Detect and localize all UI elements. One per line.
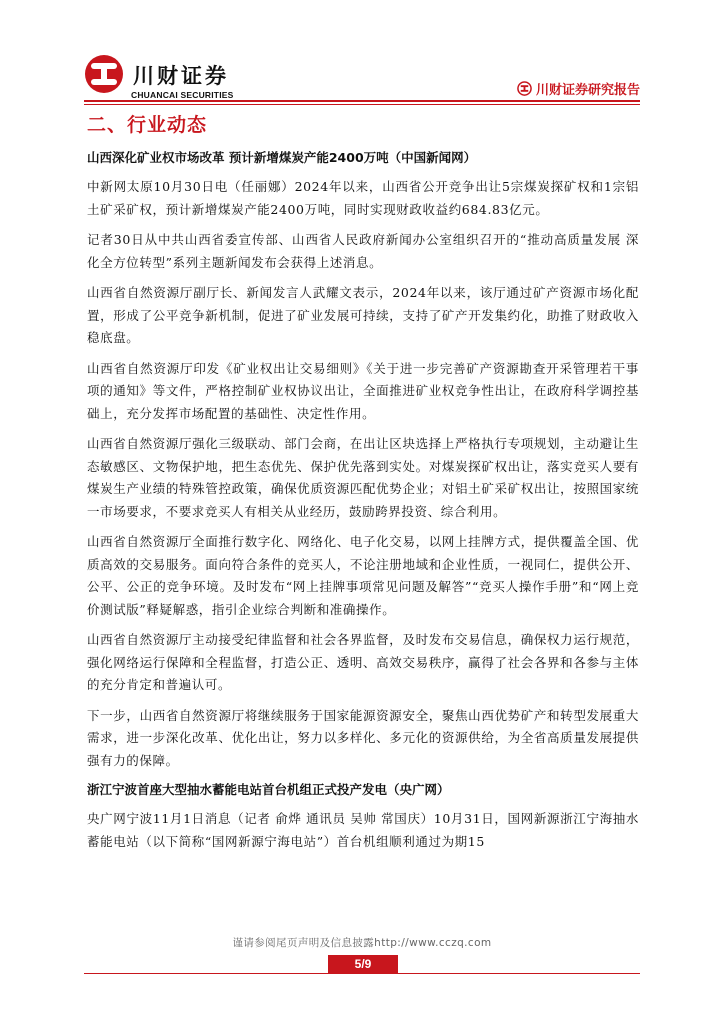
header-divider — [84, 100, 640, 102]
article-headline: 浙江宁波首座大型抽水蓄能电站首台机组正式投产发电（央广网） — [87, 782, 450, 797]
article-body — [87, 148, 639, 861]
section-title: 二、行业动态 — [87, 114, 208, 136]
brand-name-en: CHUANCAI SECURITIES — [131, 90, 234, 100]
article-paragraph: 记者30日从中共山西省委宣传部、山西省人民政府新闻办公室组织召开的“推动高质量发展 深化全方位转型”系列主题新闻发布会获得上述消息。 — [87, 232, 639, 270]
article-paragraph: 山西省自然资源厅全面推行数字化、网络化、电子化交易，以网上挂牌方式，提供覆盖全国、优质高效的交易服务。面向符合条件的竞买人，不论注册地域和企业性质，一视同仁，提供公开、公平、公正的竞争环境。及时发布“网上挂牌事项常见问题及解答”“竞买人操作手册”和“网上竞价测试版”释疑解惑，指引企业综合判断和准确操作。 — [87, 534, 639, 617]
report-logo-icon — [517, 81, 532, 96]
report-label-text: 川财证券研究报告 — [535, 83, 640, 98]
article-paragraph: 山西省自然资源厅印发《矿业权出让交易细则》《关于进一步完善矿产资源勘查开采管理若干事项的通知》等文件，严格控制矿业权协议出让，全面推进矿业权竞争性出让，在政府科学调控基础上，充分发挥市场配置的基础性、决定性作用。 — [87, 360, 639, 421]
chuancai-logo-icon — [84, 54, 124, 94]
footer-divider — [84, 973, 640, 974]
article-headline: 山西深化矿业权市场改革 预计新增煤炭产能2400万吨（中国新闻网） — [87, 150, 477, 165]
article-paragraph: 央广网宁波11月1日消息（记者 俞烨 通讯员 吴帅 常国庆）10月31日，国网新源浙江宁海抽水蓄能电站（以下简称“国网新源宁海电站”）首台机组顺利通过为期15 — [87, 811, 639, 849]
article-paragraph: 山西省自然资源厅副厅长、新闻发言人武耀文表示，2024年以来，该厅通过矿产资源市场化配置，形成了公平竞争新机制，促进了矿业发展可持续，支持了矿产开发集约化，助推了财政收入稳底盘。 — [87, 285, 639, 345]
header-divider-thin — [84, 104, 640, 105]
report-label — [517, 79, 640, 98]
page-number: 5/9 — [328, 955, 398, 973]
article-paragraph: 山西省自然资源厅强化三级联动、部门会商，在出让区块选择上严格执行专项规划，主动避让生态敏感区、文物保护地，把生态优先、保护优先落到实处。对煤炭探矿权出让，落实竞买人要有煤炭生产业绩的特殊管控政策，确保优质资源匹配优势企业；对铝土矿采矿权出让，按照国家统一市场要求，不要求竞买人有相关从业经历，鼓励跨界投资、综合利用。 — [87, 436, 639, 519]
brand-name-cn: 川财证券 — [133, 64, 229, 88]
article-paragraph: 中新网太原10月30日电（任丽娜）2024年以来，山西省公开竞争出让5宗煤炭探矿权和1宗铝土矿采矿权，预计新增煤炭产能2400万吨，同时实现财政收益约684.83亿元。 — [87, 179, 639, 217]
article-paragraph: 山西省自然资源厅主动接受纪律监督和社会各界监督，及时发布交易信息，确保权力运行规范，强化网络运行保障和全程监督，打造公正、透明、高效交易秩序，赢得了社会各界和各参与主体的充分肯定和普遍认可。 — [87, 632, 639, 692]
article-paragraph: 下一步，山西省自然资源厅将继续服务于国家能源资源安全，聚焦山西优势矿产和转型发展重大需求，进一步深化改革、优化出让，努力以多样化、多元化的资源供给，为全省高质量发展提供强有力的保障。 — [87, 707, 639, 768]
footer-disclaimer: 谨请参阅尾页声明及信息披露http://www.cczq.com — [232, 937, 492, 949]
